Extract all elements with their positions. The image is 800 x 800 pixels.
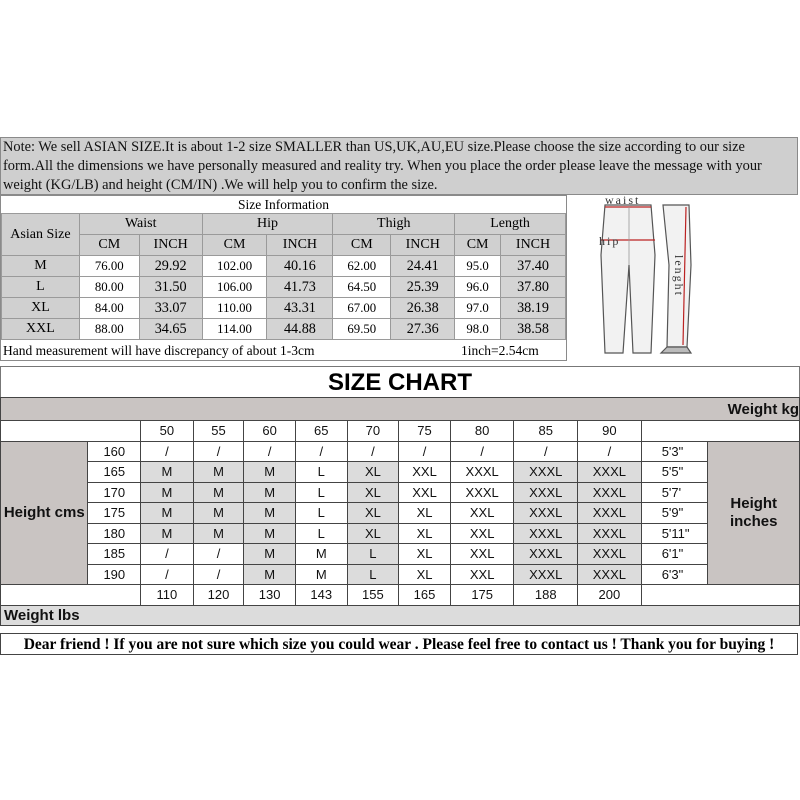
measurement-cell: 106.00 <box>202 277 267 298</box>
size-cell: XXXL <box>578 544 642 565</box>
lbs-value: 188 <box>514 585 578 606</box>
size-cell: L <box>347 544 399 565</box>
unit-header: CM <box>455 235 501 256</box>
size-cell: XXXL <box>578 503 642 524</box>
inch-conversion-note: 1inch=2.54cm <box>461 343 539 358</box>
size-cell: XL <box>399 523 451 544</box>
size-cell: XL <box>347 462 399 483</box>
height-ft-value: 5'5" <box>641 462 708 483</box>
measurement-cell: 37.80 <box>501 277 566 298</box>
kg-value: 60 <box>244 421 296 442</box>
height-cm-value: 185 <box>88 544 141 565</box>
height-cms-label: Height cms <box>1 441 88 585</box>
corner-cell <box>1 421 141 442</box>
kg-value: 50 <box>141 421 194 442</box>
measurement-cell: 29.92 <box>139 256 202 277</box>
size-cell: XXL <box>399 462 451 483</box>
lbs-value: 200 <box>578 585 642 606</box>
size-cell: / <box>141 544 194 565</box>
size-cell: XXL <box>2 319 80 340</box>
contact-message: Dear friend ! If you are not sure which size you could wear . Please feel free to contact us ! Thank you for buying ! <box>0 633 798 655</box>
measurement-cell: 62.00 <box>333 256 391 277</box>
measurement-cell: 37.40 <box>501 256 566 277</box>
measurement-cell: 38.58 <box>501 319 566 340</box>
measurement-cell: 24.41 <box>391 256 455 277</box>
size-cell: L <box>295 462 347 483</box>
thigh-header: Thigh <box>333 214 455 235</box>
measurement-discrepancy-note: Hand measurement will have discrepancy of about 1-3cm <box>3 343 315 358</box>
size-cell: XL <box>347 523 399 544</box>
hip-label: hip <box>599 234 621 248</box>
measurement-cell: 26.38 <box>391 298 455 319</box>
measurement-cell: 114.00 <box>202 319 267 340</box>
size-cell: L <box>295 503 347 524</box>
size-cell: XXXL <box>514 462 578 483</box>
lbs-value: 110 <box>141 585 194 606</box>
size-cell: L <box>2 277 80 298</box>
measurement-cell: 40.16 <box>267 256 333 277</box>
measurement-cell: 33.07 <box>139 298 202 319</box>
size-cell: / <box>141 441 194 462</box>
size-info-footer <box>1 341 566 361</box>
size-cell: M <box>295 564 347 585</box>
kg-value: 70 <box>347 421 399 442</box>
size-cell: XXXL <box>578 523 642 544</box>
height-cm-value: 175 <box>88 503 141 524</box>
size-cell: XXXL <box>514 564 578 585</box>
lbs-value: 120 <box>193 585 244 606</box>
measurement-cell: 88.00 <box>79 319 139 340</box>
measurement-cell: 97.0 <box>455 298 501 319</box>
height-ft-value: 5'9" <box>641 503 708 524</box>
measurement-cell: 84.00 <box>79 298 139 319</box>
kg-value: 80 <box>450 421 514 442</box>
measurement-cell: 96.0 <box>455 277 501 298</box>
size-cell: / <box>244 441 296 462</box>
measurement-cell: 102.00 <box>202 256 267 277</box>
measurement-cell: 34.65 <box>139 319 202 340</box>
height-cm-value: 180 <box>88 523 141 544</box>
measurement-cell: 67.00 <box>333 298 391 319</box>
asian-size-header: Asian Size <box>2 214 80 256</box>
size-cell: XXXL <box>514 482 578 503</box>
size-cell: XL <box>399 564 451 585</box>
height-cm-value: 160 <box>88 441 141 462</box>
size-cell: / <box>399 441 451 462</box>
unit-header: CM <box>202 235 267 256</box>
size-cell: M <box>193 503 244 524</box>
size-cell: XXXL <box>514 523 578 544</box>
weight-kg-label: Weight kg <box>1 398 800 421</box>
measurement-cell: 43.31 <box>267 298 333 319</box>
size-cell: / <box>514 441 578 462</box>
size-cell: XXXL <box>514 544 578 565</box>
size-cell: XXL <box>450 503 514 524</box>
size-information-title: Size Information <box>1 196 566 214</box>
size-cell: M <box>244 462 296 483</box>
height-ft-value: 5'7' <box>641 482 708 503</box>
length-label: lenght <box>672 255 686 297</box>
size-cell: M <box>244 523 296 544</box>
size-cell: XXL <box>450 564 514 585</box>
pants-measurement-diagram <box>571 195 798 361</box>
measurement-cell: 27.36 <box>391 319 455 340</box>
height-inches-label: Height inches <box>708 441 800 585</box>
measurement-cell: 31.50 <box>139 277 202 298</box>
size-cell: / <box>193 441 244 462</box>
size-cell: / <box>193 564 244 585</box>
size-cell: M <box>2 256 80 277</box>
size-cell: XXXL <box>578 482 642 503</box>
size-cell: XL <box>347 482 399 503</box>
size-cell: XXXL <box>450 482 514 503</box>
kg-value: 65 <box>295 421 347 442</box>
size-cell: M <box>193 462 244 483</box>
size-cell: XXL <box>450 544 514 565</box>
size-cell: M <box>244 503 296 524</box>
lbs-value: 143 <box>295 585 347 606</box>
blank-cell <box>1 585 141 606</box>
lbs-value: 175 <box>450 585 514 606</box>
measurement-cell: 98.0 <box>455 319 501 340</box>
measurement-cell: 69.50 <box>333 319 391 340</box>
size-chart-table <box>0 397 800 626</box>
unit-header: INCH <box>267 235 333 256</box>
size-cell: XXXL <box>578 462 642 483</box>
size-cell: M <box>244 544 296 565</box>
size-cell: / <box>450 441 514 462</box>
size-cell: M <box>193 482 244 503</box>
waist-label: waist <box>605 195 641 207</box>
blank-cell <box>641 585 799 606</box>
size-cell: M <box>141 482 194 503</box>
size-cell: XL <box>2 298 80 319</box>
length-header: Length <box>455 214 566 235</box>
size-cell: L <box>347 564 399 585</box>
unit-header: INCH <box>501 235 566 256</box>
size-cell: / <box>578 441 642 462</box>
lbs-value: 155 <box>347 585 399 606</box>
kg-value: 55 <box>193 421 244 442</box>
size-cell: / <box>193 544 244 565</box>
size-cell: XL <box>399 544 451 565</box>
weight-lbs-label: Weight lbs <box>1 605 800 626</box>
kg-value: 90 <box>578 421 642 442</box>
size-cell: L <box>295 482 347 503</box>
unit-header: CM <box>333 235 391 256</box>
size-chart <box>0 397 800 657</box>
size-information-table <box>0 195 567 361</box>
size-cell: M <box>141 462 194 483</box>
kg-value: 85 <box>514 421 578 442</box>
height-ft-value: 6'1" <box>641 544 708 565</box>
measurement-cell: 80.00 <box>79 277 139 298</box>
height-cm-value: 170 <box>88 482 141 503</box>
size-cell: XXXL <box>578 564 642 585</box>
kg-value: 75 <box>399 421 451 442</box>
size-cell: / <box>295 441 347 462</box>
hip-header: Hip <box>202 214 333 235</box>
dimension-table <box>1 213 566 340</box>
waist-header: Waist <box>79 214 202 235</box>
size-cell: M <box>141 523 194 544</box>
size-chart-title: SIZE CHART <box>0 366 800 397</box>
size-cell: / <box>347 441 399 462</box>
size-cell: M <box>295 544 347 565</box>
unit-header: INCH <box>391 235 455 256</box>
size-info-section <box>0 137 800 364</box>
size-cell: XXL <box>450 523 514 544</box>
lbs-value: 165 <box>399 585 451 606</box>
size-cell: / <box>141 564 194 585</box>
lbs-value: 130 <box>244 585 296 606</box>
size-note: Note: We sell ASIAN SIZE.It is about 1-2 size SMALLER than US,UK,AU,EU size.Please choose the size according to our size form.All the dimensions we have personally measured and reality try. When you place the order please leave the message with your weight (KG/LB) and height (CM/IN) .We will help you to confirm the size. <box>0 137 798 195</box>
size-cell: XXXL <box>514 503 578 524</box>
measurement-cell: 25.39 <box>391 277 455 298</box>
measurement-cell: 110.00 <box>202 298 267 319</box>
height-ft-value: 6'3" <box>641 564 708 585</box>
height-ft-value: 5'11" <box>641 523 708 544</box>
measurement-cell: 64.50 <box>333 277 391 298</box>
measurement-cell: 38.19 <box>501 298 566 319</box>
blank-cell <box>641 421 799 442</box>
measurement-cell: 95.0 <box>455 256 501 277</box>
measurement-cell: 76.00 <box>79 256 139 277</box>
size-cell: XXXL <box>450 462 514 483</box>
size-cell: L <box>295 523 347 544</box>
size-cell: M <box>141 503 194 524</box>
size-cell: M <box>244 564 296 585</box>
height-ft-value: 5'3" <box>641 441 708 462</box>
size-cell: M <box>193 523 244 544</box>
measurement-cell: 41.73 <box>267 277 333 298</box>
unit-header: CM <box>79 235 139 256</box>
height-cm-value: 165 <box>88 462 141 483</box>
size-cell: XL <box>347 503 399 524</box>
size-cell: M <box>244 482 296 503</box>
height-cm-value: 190 <box>88 564 141 585</box>
measurement-cell: 44.88 <box>267 319 333 340</box>
size-cell: XL <box>399 503 451 524</box>
size-cell: XXL <box>399 482 451 503</box>
unit-header: INCH <box>139 235 202 256</box>
